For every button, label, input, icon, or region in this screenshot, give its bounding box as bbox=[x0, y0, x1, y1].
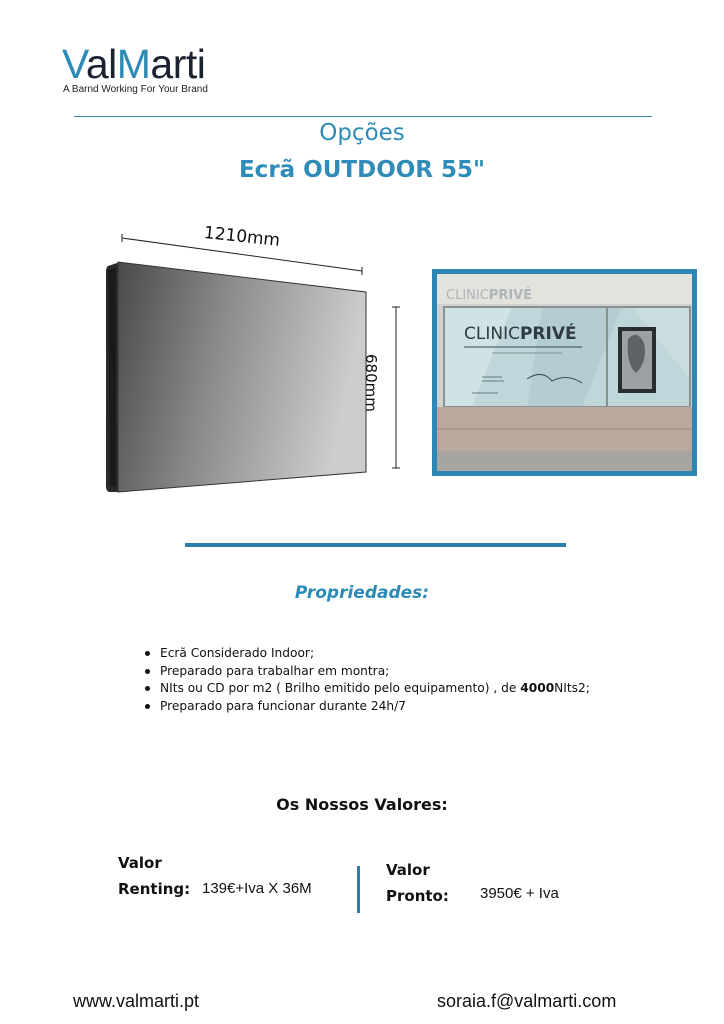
footer-email[interactable]: soraia.f@valmarti.com bbox=[437, 991, 617, 1011]
values-title: Os Nossos Valores: bbox=[276, 795, 448, 814]
height-dimension-label: 680mm bbox=[362, 354, 380, 412]
properties-list bbox=[140, 645, 700, 715]
renting-label-line2: Renting: bbox=[118, 880, 191, 898]
page-subtitle: Opções bbox=[319, 120, 405, 146]
brand-tagline: A Barnd Working For Your Brand bbox=[63, 84, 208, 95]
properties-title: Propriedades: bbox=[294, 583, 430, 603]
storefront-photo bbox=[432, 269, 697, 476]
values-separator bbox=[357, 866, 360, 913]
page-title: Ecrã OUTDOOR 55" bbox=[238, 157, 486, 183]
window-logo: CLINICPRIVÉ bbox=[464, 324, 577, 344]
top-divider bbox=[74, 116, 652, 117]
facade-sign: CLINICPRIVÉ bbox=[446, 288, 533, 303]
brand-logo: ValMarti bbox=[62, 41, 206, 87]
width-dimension-label: 1210mm bbox=[202, 223, 281, 251]
footer-website[interactable]: www.valmarti.pt bbox=[73, 991, 200, 1011]
renting-label-line1: Valor bbox=[118, 854, 162, 872]
pronto-label-line1: Valor bbox=[386, 861, 430, 879]
renting-value: 139€+Iva X 36M bbox=[202, 880, 312, 897]
list-item: NIts ou CD por m2 ( Brilho emitido pelo equipamento) , de 4000NIts2; bbox=[140, 680, 700, 698]
pronto-value: 3950€ + Iva bbox=[480, 885, 559, 902]
section-divider bbox=[185, 543, 566, 547]
pronto-label-line2: Pronto: bbox=[386, 887, 449, 905]
list-item: Preparado para trabalhar em montra; bbox=[140, 663, 700, 681]
list-item: Ecrã Considerado Indoor; bbox=[140, 645, 700, 663]
list-item: Preparado para funcionar durante 24h/7 bbox=[140, 698, 700, 716]
